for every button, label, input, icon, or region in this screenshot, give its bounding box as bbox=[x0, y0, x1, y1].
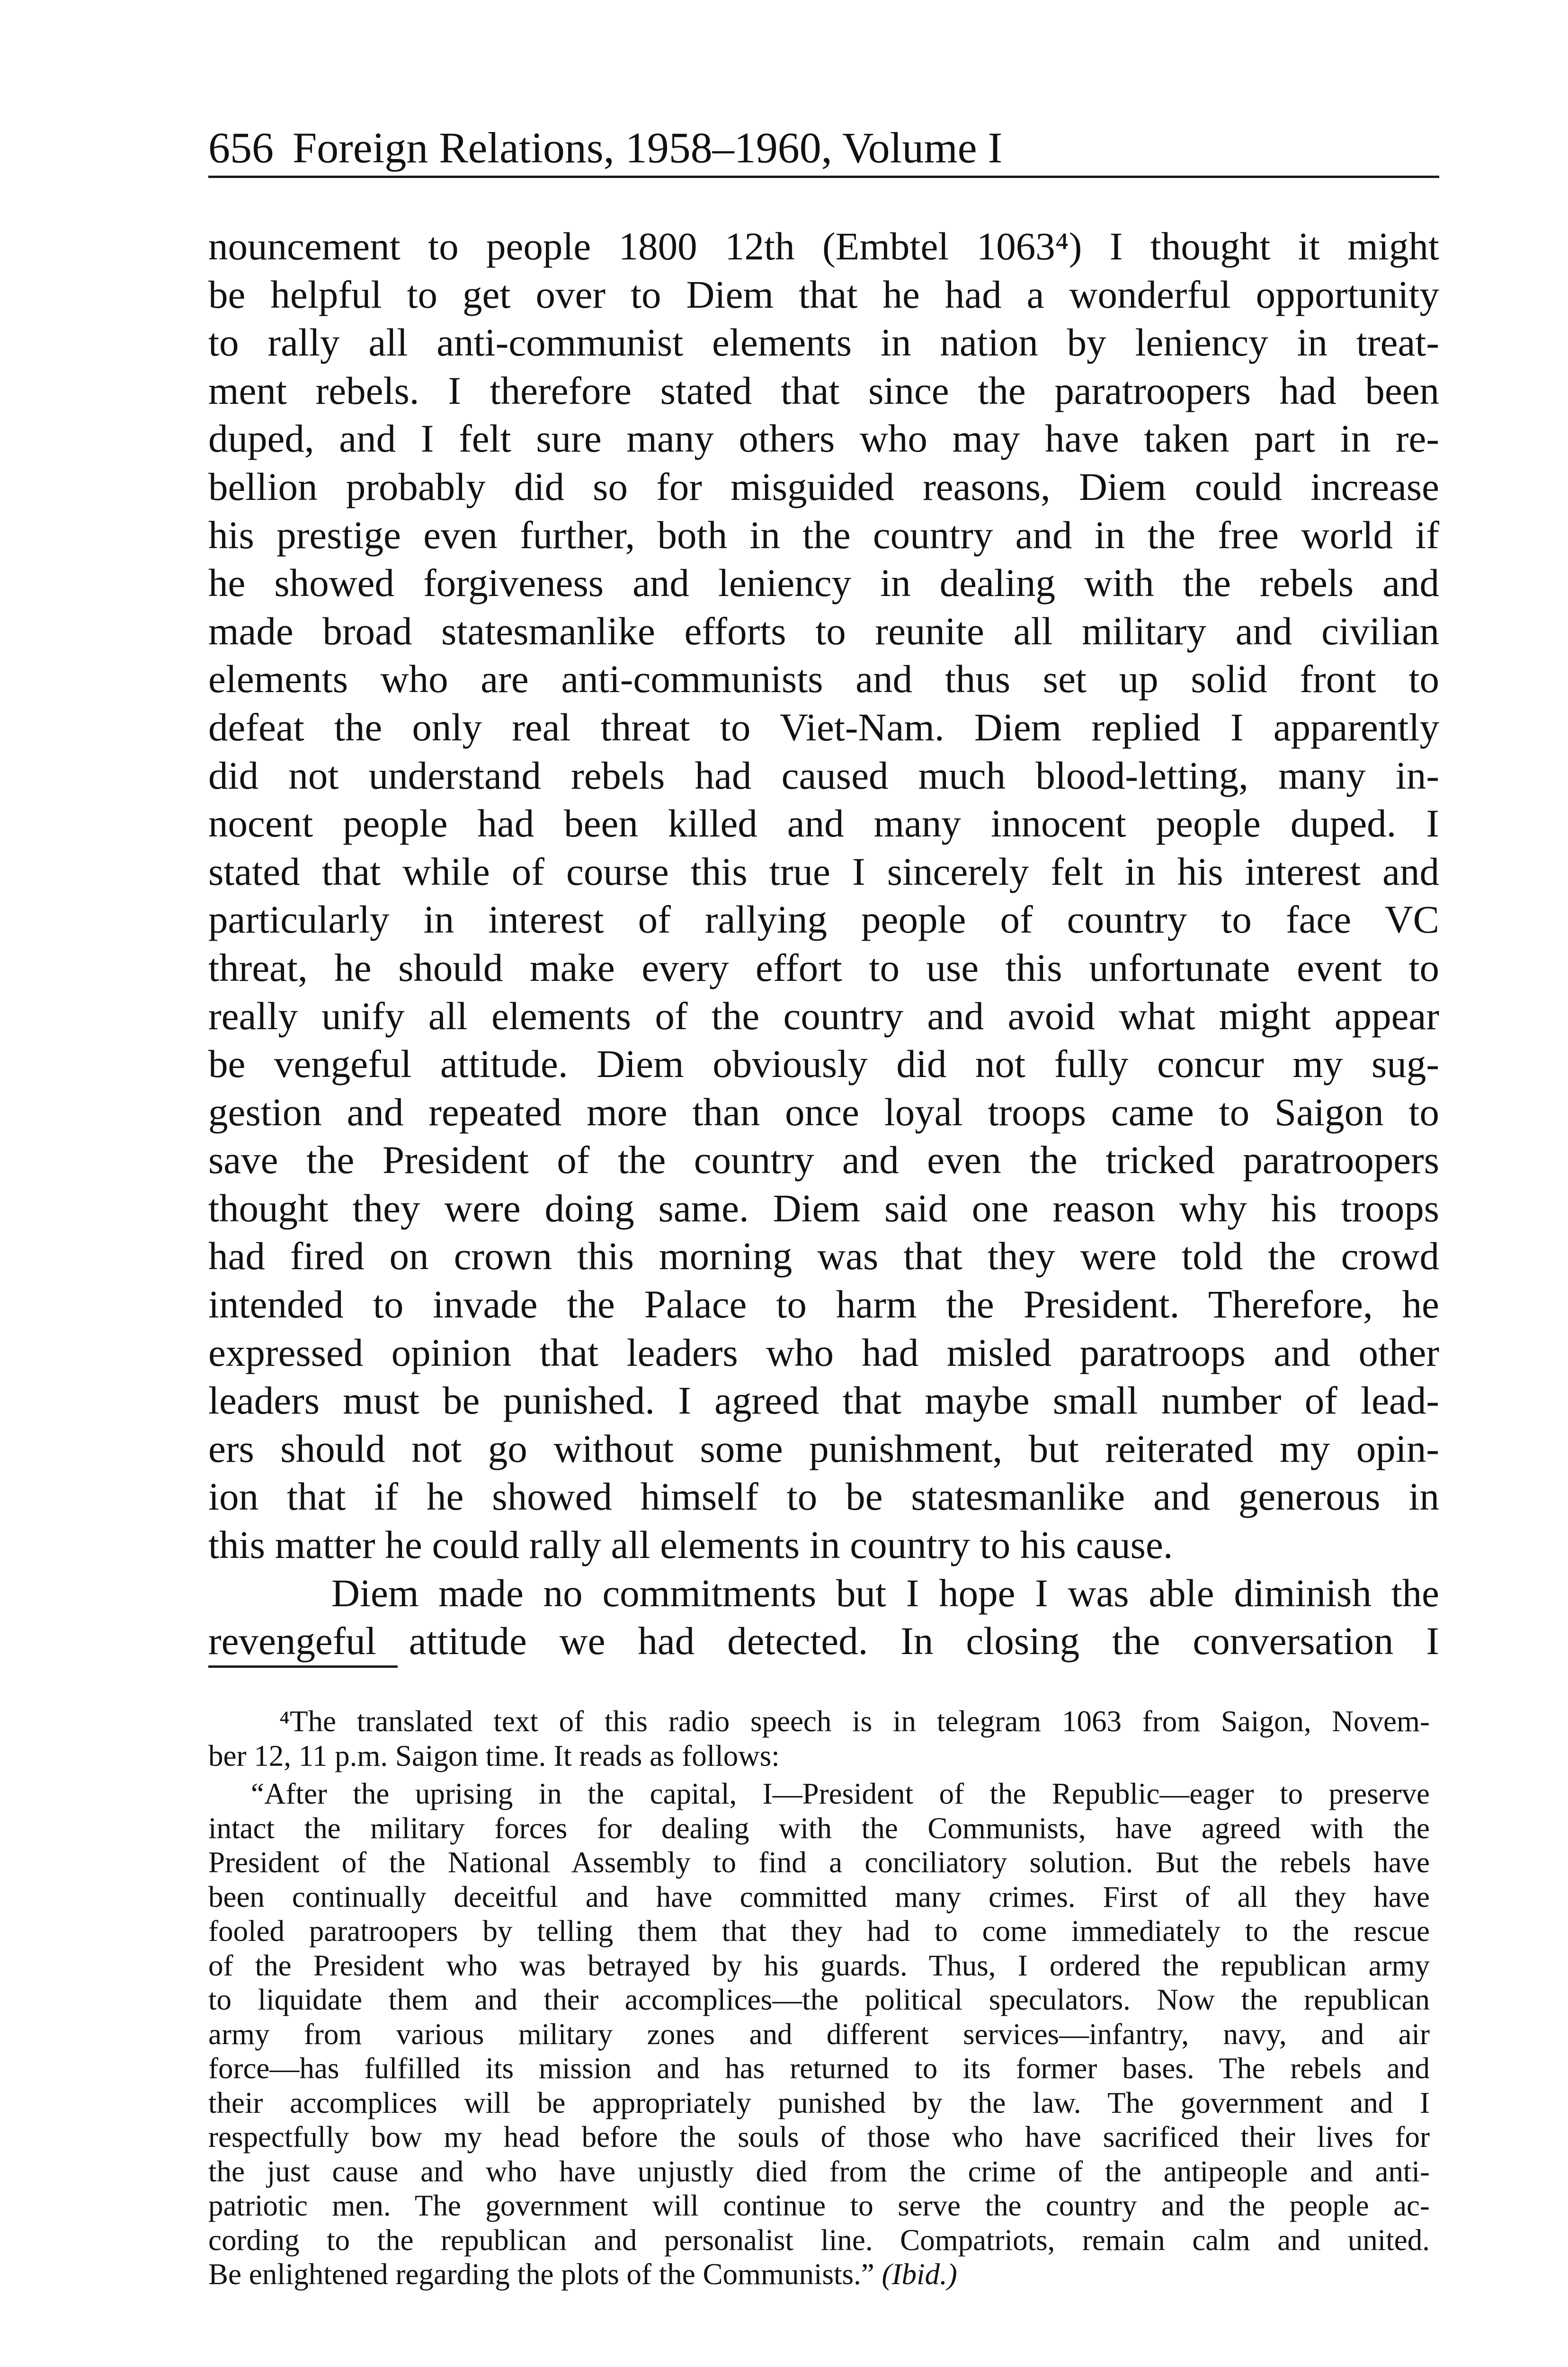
body-line: defeat the only real threat to Viet-Nam. Diem replied I apparently bbox=[208, 705, 1439, 749]
body-line: expressed opinion that leaders who had misled paratroops and other bbox=[208, 1330, 1439, 1374]
quote-line: to liquidate them and their accomplices—the political speculators. Now the republican bbox=[208, 1983, 1430, 2016]
footnote-4 bbox=[208, 1704, 1430, 2292]
body-line: ment rebels. I therefore stated that since the paratroopers had been bbox=[208, 368, 1439, 412]
page-number: 656 bbox=[208, 124, 274, 172]
body-line: this matter he could rally all elements in country to his cause. bbox=[208, 1523, 1173, 1567]
quote-line: cording to the republican and personalist line. Compatriots, remain calm and united. bbox=[208, 2223, 1430, 2257]
quote-line: been continually deceitful and have committed many crimes. First of all they have bbox=[208, 1880, 1430, 1913]
footnote-divider bbox=[208, 1665, 398, 1668]
body-line: revengeful attitude we had detected. In closing the conversation I bbox=[208, 1619, 1439, 1663]
body-line: particularly in interest of rallying people of country to face VC bbox=[208, 898, 1439, 942]
quote-line: the just cause and who have unjustly died from the crime of the antipeople and anti- bbox=[208, 2154, 1430, 2188]
body-line: be vengeful attitude. Diem obviously did not fully concur my sug- bbox=[208, 1042, 1439, 1086]
quote-line: intact the military forces for dealing with the Communists, have agreed with the bbox=[208, 1811, 1430, 1845]
body-line: did not understand rebels had caused much blood-letting, many in- bbox=[208, 753, 1439, 797]
body-line: really unify all elements of the country and avoid what might appear bbox=[208, 994, 1439, 1038]
body-line: stated that while of course this true I sincerely felt in his interest and bbox=[208, 849, 1439, 893]
body-line: to rally all anti-communist elements in nation by leniency in treat- bbox=[208, 320, 1439, 365]
citation: (Ibid.) bbox=[882, 2258, 957, 2291]
body-line: ion that if he showed himself to be statesmanlike and generous in bbox=[208, 1475, 1439, 1519]
quote-line: respectfully bow my head before the souls of those who have sacrificed their lives for bbox=[208, 2120, 1430, 2153]
body-line: nocent people had been killed and many innocent people duped. I bbox=[208, 801, 1439, 845]
body-line: elements who are anti-communists and thus set up solid front to bbox=[208, 657, 1439, 701]
footnote-line: ⁴The translated text of this radio speech is in telegram 1063 from Saigon, Novem- bbox=[279, 1705, 1430, 1738]
quote-line: President of the National Assembly to find a conciliatory solution. But the rebels have bbox=[208, 1846, 1430, 1879]
main-text bbox=[208, 222, 1439, 1665]
quote-line: “After the uprising in the capital, I—President of the Republic—eager to preserve bbox=[251, 1777, 1430, 1810]
quote-line-final bbox=[208, 2257, 1430, 2292]
body-line: thought they were doing same. Diem said one reason why his troops bbox=[208, 1186, 1439, 1230]
quote-line: patriotic men. The government will continue to serve the country and the people ac- bbox=[208, 2189, 1430, 2222]
footnote-line: ber 12, 11 p.m. Saigon time. It reads as follows: bbox=[208, 1739, 780, 1772]
body-line: save the President of the country and even the tricked paratroopers bbox=[208, 1138, 1439, 1182]
body-line: bellion probably did so for misguided reasons, Diem could increase bbox=[208, 464, 1439, 508]
running-header bbox=[208, 122, 1439, 178]
quote-line: force—has fulfilled its mission and has returned to its former bases. The rebels and bbox=[208, 2052, 1430, 2085]
body-line: nouncement to people 1800 12th (Embtel 1063⁴) I thought it might bbox=[208, 224, 1439, 268]
quote-line: of the President who was betrayed by his guards. Thus, I ordered the republican army bbox=[208, 1949, 1430, 1982]
body-line: duped, and I felt sure many others who may have taken part in re- bbox=[208, 417, 1439, 461]
quote-line-text: Be enlightened regarding the plots of the Communists.” bbox=[208, 2258, 874, 2291]
body-line: he showed forgiveness and leniency in dealing with the rebels and bbox=[208, 561, 1439, 605]
quote-line: army from various military zones and different services—infantry, navy, and air bbox=[208, 2017, 1430, 2051]
body-line: threat, he should make every effort to use this unfortunate event to bbox=[208, 945, 1439, 989]
body-line: made broad statesmanlike efforts to reunite all military and civilian bbox=[208, 609, 1439, 653]
body-line: gestion and repeated more than once loyal troops came to Saigon to bbox=[208, 1090, 1439, 1134]
quote-line: their accomplices will be appropriately punished by the law. The government and I bbox=[208, 2086, 1430, 2119]
body-line: intended to invade the Palace to harm the President. Therefore, he bbox=[208, 1282, 1439, 1326]
body-line: his prestige even further, both in the country and in the free world if bbox=[208, 513, 1439, 557]
quote-line: fooled paratroopers by telling them that they had to come immediately to the rescue bbox=[208, 1914, 1430, 1948]
body-line: be helpful to get over to Diem that he had a wonderful opportunity bbox=[208, 272, 1439, 316]
body-line: Diem made no commitments but I hope I was able diminish the bbox=[331, 1571, 1439, 1615]
body-line: ers should not go without some punishment, but reiterated my opin- bbox=[208, 1426, 1439, 1470]
running-title: Foreign Relations, 1958–1960, Volume I bbox=[293, 124, 1003, 172]
body-line: leaders must be punished. I agreed that maybe small number of lead- bbox=[208, 1379, 1439, 1423]
body-line: had fired on crown this morning was that they were told the crowd bbox=[208, 1234, 1439, 1278]
